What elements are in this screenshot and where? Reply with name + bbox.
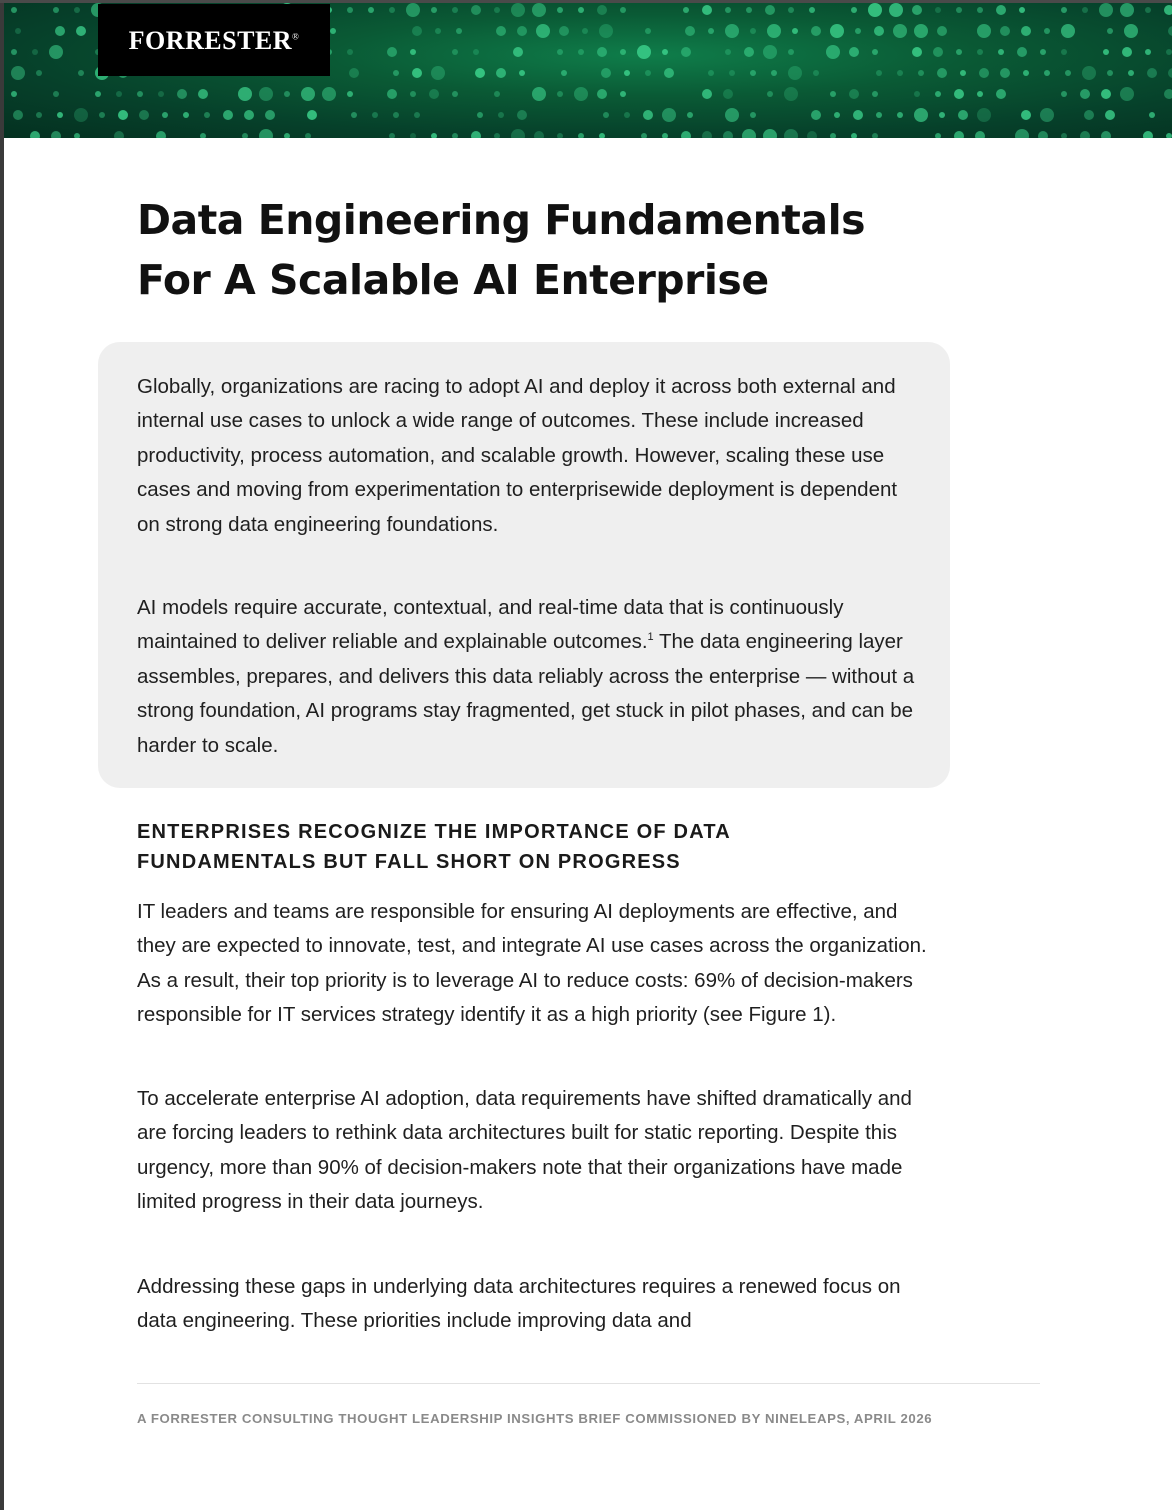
banner-dot (1000, 68, 1010, 78)
banner-dot (78, 70, 84, 76)
banner-dot (559, 26, 569, 36)
banner-dot (1080, 89, 1090, 99)
banner-dot (597, 89, 607, 99)
banner-dot (771, 70, 777, 76)
banner-dot (99, 112, 105, 118)
banner-dot (855, 28, 861, 34)
intro-paragraph-1: Globally, organizations are racing to adopt AI and deploy it across both external and internal use cases to unlock a wide range of outcomes. These include increased productivity, process automation, and scalable growth. However, scaling these use cases and moving from experimentation to enterprisewide deployment is dependent on strong data engineering foundations. (137, 375, 898, 536)
banner-dot (788, 49, 794, 55)
banner-dot (872, 49, 878, 55)
banner-dot (1080, 131, 1090, 138)
banner-dot (1082, 7, 1088, 13)
banner-dot (897, 112, 903, 118)
banner-dot (725, 24, 739, 38)
banner-dot (1128, 70, 1134, 76)
banner-dot (851, 7, 857, 13)
banner-dot (914, 108, 928, 122)
banner-dot (494, 91, 500, 97)
banner-dot (410, 91, 416, 97)
banner-dot (498, 112, 504, 118)
banner-dot (998, 49, 1004, 55)
banner-dot (937, 26, 947, 36)
banner-dot (11, 91, 17, 97)
banner-dot (1149, 112, 1155, 118)
banner-dot (242, 133, 248, 138)
banner-dot (601, 68, 611, 78)
banner-dot (681, 131, 691, 138)
banner-dot (767, 24, 781, 38)
banner-dot (55, 26, 65, 36)
banner-dot (788, 66, 802, 80)
title-line-2: For A Scalable AI Enterprise (137, 256, 769, 304)
banner-dot (977, 24, 991, 38)
banner-dot (1145, 7, 1151, 13)
banner-dot (637, 45, 651, 59)
banner-dot (582, 28, 588, 34)
banner-dot (1101, 89, 1111, 99)
banner-dot (244, 110, 254, 120)
banner-dot (51, 131, 61, 138)
banner-dot (958, 110, 968, 120)
banner-dot (511, 3, 525, 17)
banner-dot (76, 26, 86, 36)
banner-dot (662, 133, 668, 138)
banner-dot (496, 68, 506, 78)
banner-dot (330, 28, 336, 34)
banner-dot (643, 110, 653, 120)
banner-dot (414, 112, 420, 118)
banner-dot (1040, 108, 1054, 122)
banner-dot (519, 70, 525, 76)
banner-dot (305, 133, 311, 138)
banner-dot (1015, 129, 1029, 138)
banner-dot (30, 131, 40, 138)
banner-dot (687, 112, 693, 118)
banner-dot (452, 91, 458, 97)
body-paragraph-3: Addressing these gaps in underlying data architectures requires a renewed focus on data engineering. These priorities include improving data and (137, 1275, 901, 1333)
banner-dot (452, 49, 458, 55)
banner-dot (811, 26, 821, 36)
banner-dot (763, 129, 777, 138)
banner-dot (1021, 110, 1031, 120)
banner-dot (410, 49, 416, 55)
banner-dot (561, 70, 567, 76)
body-paragraph-1: IT leaders and teams are responsible for ensuring AI deployments are effective, and they are expected to innovate, test, and integrate AI use cases across the organization. As a result, their top priority is to leverage AI to reduce costs: 69% of decision-makers responsible for IT services strategy identify it as a high priority (see Figure 1). (137, 900, 927, 1027)
banner-dot (1145, 49, 1151, 55)
intro-paragraph-2 (137, 591, 917, 763)
banner-dot (914, 91, 920, 97)
banner-dot (597, 5, 607, 15)
banner-dot (1124, 24, 1138, 38)
banner-dot (412, 26, 422, 36)
banner-dot (11, 49, 17, 55)
banner-dot (435, 28, 441, 34)
banner-dot (977, 108, 991, 122)
banner-dot (389, 7, 395, 13)
banner-dot (534, 131, 544, 138)
banner-dot (183, 112, 189, 118)
banner-dot (49, 45, 63, 59)
banner-dot (935, 91, 941, 97)
banner-dot (406, 3, 420, 17)
banner-dot (729, 70, 735, 76)
banner-dot (452, 133, 458, 138)
banner-dot (767, 91, 773, 97)
banner-dot (830, 133, 836, 138)
banner-dot (238, 87, 252, 101)
banner-dot (347, 7, 353, 13)
footnote-ref-1[interactable]: 1 (647, 631, 654, 644)
banner-dot (954, 131, 964, 138)
banner-dot (664, 68, 674, 78)
banner-dot (557, 7, 563, 13)
banner-dot (13, 110, 23, 120)
banner-dot (265, 110, 275, 120)
banner-dot (868, 3, 882, 17)
banner-dot (578, 7, 584, 13)
banner-dot (431, 66, 445, 80)
banner-dot (996, 89, 1006, 99)
banner-dot (979, 68, 989, 78)
banner-dot (200, 133, 206, 138)
banner-dot (912, 5, 922, 15)
banner-dot (139, 110, 149, 120)
banner-dot (284, 91, 290, 97)
footer-credit: A FORRESTER CONSULTING THOUGHT LEADERSHIP INSIGHTS BRIEF COMMISSIONED BY NINELEAPS, APRIL 2026 (137, 1411, 933, 1426)
banner-dot (1103, 49, 1109, 55)
banner-dot (496, 26, 506, 36)
banner-dot (725, 49, 731, 55)
banner-dot (1107, 70, 1113, 76)
banner-dot (645, 28, 651, 34)
banner-dot (624, 70, 630, 76)
banner-dot (746, 7, 752, 13)
banner-dot (851, 133, 857, 138)
banner-dot (349, 68, 359, 78)
banner-dot (763, 45, 777, 59)
banner-dot (975, 131, 985, 138)
banner-dot (431, 7, 437, 13)
banner-dot (223, 110, 233, 120)
banner-dot (645, 70, 651, 76)
banner-dot (116, 91, 122, 97)
banner-dot (723, 89, 733, 99)
banner-dot (177, 89, 187, 99)
banner-dot (1107, 28, 1113, 34)
banner-dot (723, 131, 733, 138)
banner-dot (517, 110, 527, 120)
banner-dot (259, 129, 273, 138)
banner-dot (1101, 131, 1111, 138)
registered-mark-icon: ® (292, 31, 300, 42)
banner-dot (807, 131, 817, 138)
banner-dot (53, 7, 59, 13)
banner-dot (744, 47, 754, 57)
banner-dot (393, 70, 399, 76)
banner-dot (1038, 131, 1048, 138)
banner-dot (347, 91, 353, 97)
banner-dot (372, 112, 378, 118)
banner-dot (301, 87, 315, 101)
banner-dot (574, 87, 588, 101)
banner-dot (204, 112, 210, 118)
banner-dot (1082, 66, 1096, 80)
banner-dot (1105, 110, 1115, 120)
banner-dot (834, 112, 840, 118)
banner-dot (809, 7, 815, 13)
banner-dot (1061, 7, 1067, 13)
banner-dot (956, 7, 962, 13)
banner-dot (1019, 7, 1025, 13)
banner-dot (1061, 133, 1067, 138)
banner-dot (74, 7, 80, 13)
banner-dot (1143, 131, 1153, 138)
banner-dot (431, 133, 437, 138)
banner-dot (1000, 26, 1010, 36)
banner-dot (893, 24, 907, 38)
banner-dot (874, 26, 884, 36)
banner-dot (956, 49, 962, 55)
title-line-1: Data Engineering Fundamentals (137, 196, 866, 244)
banner-dot (725, 108, 739, 122)
banner-dot (1040, 49, 1046, 55)
logo-text (129, 26, 300, 56)
banner-dot (557, 91, 563, 97)
banner-dot (114, 131, 124, 138)
banner-dot (347, 49, 353, 55)
banner-dot (557, 49, 563, 55)
banner-dot (57, 112, 63, 118)
banner-dot (765, 5, 775, 15)
banner-dot (683, 7, 689, 13)
banner-dot (620, 7, 626, 13)
banner-dot (471, 5, 481, 15)
banner-dot (532, 87, 546, 101)
banner-dot (742, 129, 756, 138)
banner-dot (681, 47, 691, 57)
banner-dot (662, 108, 676, 122)
banner-dot (53, 91, 59, 97)
banner-dot (513, 47, 523, 57)
banner-dot (977, 91, 983, 97)
banner-dot (475, 68, 485, 78)
banner-dot (198, 89, 208, 99)
banner-dot (393, 112, 399, 118)
banner-dot (1061, 49, 1067, 55)
banner-dot (872, 133, 878, 138)
banner-dot (412, 68, 422, 78)
banner-dot (1099, 3, 1113, 17)
banner-dot (918, 70, 924, 76)
banner-dot (935, 133, 941, 138)
banner-dot (557, 133, 563, 138)
banner-dot (387, 89, 397, 99)
banner-dot (15, 28, 21, 34)
banner-dot (937, 68, 947, 78)
banner-dot (471, 131, 481, 138)
banner-dot (578, 133, 584, 138)
banner-dot (456, 28, 462, 34)
banner-dot (750, 112, 756, 118)
banner-dot (11, 7, 17, 13)
banner-dot (1044, 28, 1050, 34)
banner-dot (1166, 49, 1172, 55)
banner-dot (368, 7, 374, 13)
banner-dot (137, 91, 143, 97)
banner-dot (784, 87, 798, 101)
page-left-edge (0, 0, 4, 1510)
banner-dot (74, 133, 80, 138)
banner-dot (849, 89, 859, 99)
banner-dot (897, 70, 903, 76)
banner-dot (708, 28, 714, 34)
banner-dot (259, 87, 273, 101)
body-paragraph-2: To accelerate enterprise AI adoption, data requirements have shifted dramatically and are forcing leaders to rethink data architectures built for static reporting. Despite this urgency, more than 90% of decision-makers note that their organizations have made limited progress in their data journeys. (137, 1087, 912, 1214)
banner-dot (977, 49, 983, 55)
banner-dot (853, 110, 863, 120)
banner-dot (1044, 70, 1050, 76)
section-heading: ENTERPRISES RECOGNIZE THE IMPORTANCE OF DATA FUNDAMENTALS BUT FALL SHORT ON PROGRESS (137, 821, 731, 873)
banner-dot (1065, 70, 1071, 76)
banner-dot (788, 7, 794, 13)
banner-dot (11, 66, 25, 80)
banner-dot (1164, 89, 1172, 99)
banner-dot (811, 110, 821, 120)
banner-dot (389, 133, 395, 138)
banner-dot (849, 47, 859, 57)
banner-dot (597, 47, 607, 57)
banner-dot (750, 28, 756, 34)
banner-dot (1021, 26, 1031, 36)
banner-dot (477, 112, 483, 118)
banner-dot (1120, 87, 1134, 101)
banner-dot (599, 24, 613, 38)
banner-dot (387, 47, 397, 57)
banner-dot (532, 3, 546, 17)
intro-callout (98, 342, 950, 788)
banner-dot (702, 131, 712, 138)
banner-dot (872, 91, 878, 97)
page-title (137, 190, 997, 310)
banner-dot (914, 24, 928, 38)
banner-dot (599, 133, 605, 138)
intro-paragraph-2-text: AI models require accurate, contextual, and real-time data that is continuously maintained to deliver reliable and explainable outcomes. (137, 596, 844, 654)
banner-dot (517, 26, 527, 36)
banner-dot (473, 49, 479, 55)
banner-dot (603, 112, 609, 118)
banner-dot (939, 112, 945, 118)
banner-dot (1147, 68, 1157, 78)
banner-dot (1120, 3, 1134, 17)
footer-divider (137, 1383, 1040, 1384)
banner-dot (662, 49, 668, 55)
banner-dot (750, 70, 756, 76)
banner-dot (452, 7, 458, 13)
banner-dot (954, 89, 964, 99)
banner-dot (784, 129, 798, 138)
banner-dot (351, 112, 357, 118)
banner-dot (620, 91, 626, 97)
banner-dot (578, 49, 584, 55)
banner-dot (876, 112, 882, 118)
banner-dot (410, 133, 416, 138)
banner-dot (95, 91, 101, 97)
banner-dot (725, 7, 731, 13)
banner-dot (685, 26, 695, 36)
banner-dot (162, 112, 168, 118)
banner-dot (830, 24, 844, 38)
banner-dot (74, 108, 88, 122)
banner-dot (1023, 70, 1029, 76)
banner-dot (32, 49, 38, 55)
banner-dot (702, 5, 712, 15)
banner-dot (1084, 110, 1094, 120)
banner-dot (494, 133, 500, 138)
banner-dot (1061, 24, 1075, 38)
banner-dot (307, 110, 317, 120)
banner-dot (624, 112, 630, 118)
banner-dot (156, 131, 166, 138)
banner-dot (702, 89, 712, 99)
banner-dot (1168, 26, 1172, 36)
banner-dot (36, 70, 42, 76)
intro-paragraph-2-rest: The data engineering layer assembles, prepares, and delivers this data reliably across the enterprise — without a strong foundation, AI programs stay fragmented, get stuck in pilot phases, and can be harder to scale. (137, 630, 915, 757)
banner-dot (284, 133, 290, 138)
banner-dot (1017, 47, 1027, 57)
banner-dot (912, 47, 922, 57)
banner-dot (830, 91, 836, 97)
banner-dot (1061, 91, 1067, 97)
banner-dot (708, 70, 714, 76)
banner-dot (641, 133, 647, 138)
banner-dot (36, 112, 42, 118)
banner-dot (889, 3, 903, 17)
banner-dot (322, 87, 336, 101)
logo-wordmark: FORRESTER (128, 26, 293, 55)
top-rule (0, 0, 1172, 3)
banner-dot (1164, 5, 1172, 15)
banner-dot (933, 47, 943, 57)
banner-dot (536, 24, 550, 38)
banner-dot (1122, 47, 1132, 57)
banner-dot (935, 7, 941, 13)
banner-dot (118, 110, 128, 120)
banner-dot (977, 7, 983, 13)
banner-dot (620, 49, 626, 55)
banner-dot (813, 70, 819, 76)
banner-dot (876, 70, 882, 76)
banner-dot (792, 28, 798, 34)
banner-dot (960, 70, 966, 76)
banner-dot (158, 91, 164, 97)
forrester-logo (98, 4, 330, 76)
banner-dot (429, 89, 439, 99)
banner-dot (1166, 133, 1172, 138)
banner-dot (826, 45, 840, 59)
banner-dot (1168, 68, 1172, 78)
banner-dot (494, 7, 500, 13)
banner-dot (996, 5, 1006, 15)
banner-dot (511, 129, 525, 138)
